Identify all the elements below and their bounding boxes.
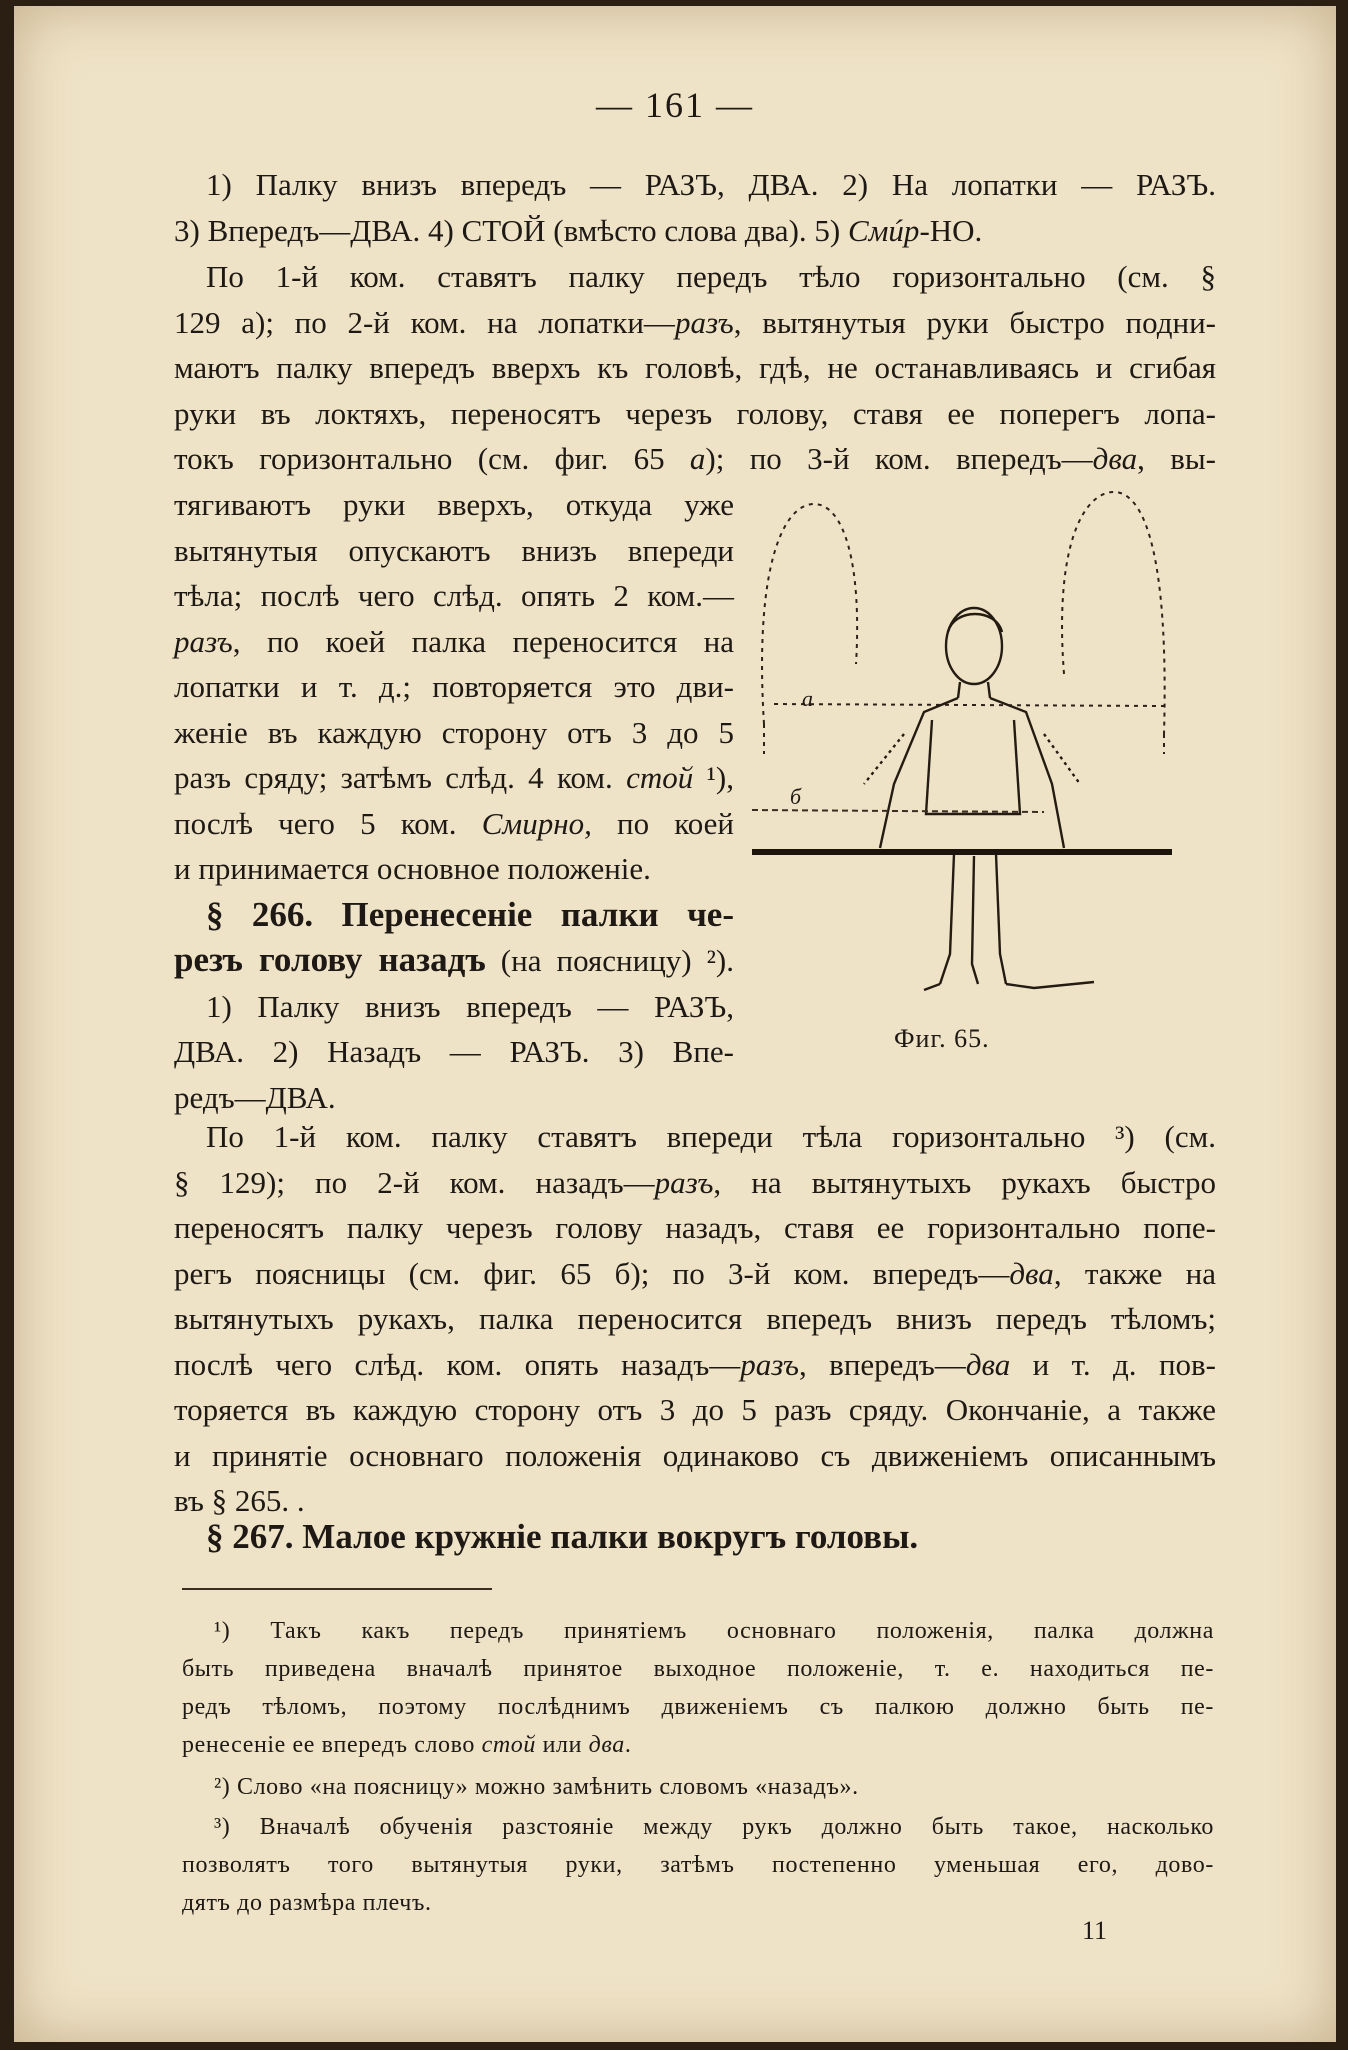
text-line: руки въ локтяхъ, переносятъ черезъ голову, ставя ее поперегъ лопа- xyxy=(174,395,1216,431)
signature-number: 11 xyxy=(1082,1916,1108,1945)
command-list-265 xyxy=(174,162,1216,253)
text-line: токъ горизонтально (см. фиг. 65 а); по 3-й ком. впередъ—два, вы- xyxy=(174,441,1216,476)
text-line: 129 а); по 2-й ком. на лопатки—разъ, вытянутыя руки быстро подни- xyxy=(174,304,1216,340)
footnote-1 xyxy=(182,1612,1214,1764)
right-arc xyxy=(1062,492,1165,734)
stick-position-back xyxy=(752,810,1044,812)
figure-caption: Фиг. 65. xyxy=(894,1024,990,1053)
text-line: 1) Палку внизъ впередъ — РАЗЪ, ДВА. 2) На лопатки — РАЗЪ. xyxy=(206,167,1216,202)
text-line: вытянутыя опускаютъ внизъ впереди xyxy=(174,532,734,568)
page-number: — 161 — xyxy=(596,85,754,125)
text-line: регъ поясницы (см. фиг. 65 б); по 3-й ком. впередъ—два, также на xyxy=(174,1255,1216,1291)
motion-path-arcs xyxy=(762,492,1165,754)
text-line: редъ—ДВА. xyxy=(174,1079,336,1115)
footnote-2 xyxy=(182,1768,1214,1806)
text-line: По 1-й ком. палку ставятъ впереди тѣла горизонтально ³) (см. xyxy=(206,1119,1216,1154)
text-line: въ § 265. . xyxy=(174,1483,305,1518)
text-line: послѣ чего слѣд. ком. опять назадъ—разъ, впередъ—два и т. д. пов- xyxy=(174,1346,1216,1382)
footnote-3 xyxy=(182,1808,1214,1922)
text-line: женіе въ каждую сторону отъ 3 до 5 xyxy=(174,714,734,750)
text-line: 3) Впередъ—ДВА. 4) СТОЙ (вмѣсто слова два). 5) Смúр-НО. xyxy=(174,212,983,248)
text-line: редъ тѣломъ, поэтому послѣднимъ движеніемъ съ палкою должно быть пе- xyxy=(182,1694,1214,1720)
text-line: вытянутыхъ рукахъ, палка переносится впередъ внизъ передъ тѣломъ; xyxy=(174,1301,1216,1336)
text-line: быть приведена вначалѣ принятое выходное положеніе, т. е. находиться пе- xyxy=(182,1656,1214,1682)
section-267-heading: § 267. Малое кружніе палки вокругъ головы. xyxy=(206,1517,919,1556)
label-a: а xyxy=(802,686,813,711)
text-line: разъ сряду; затѣмъ слѣд. 4 ком. стой ¹), xyxy=(174,760,734,795)
column-text xyxy=(174,482,734,1120)
text-line: § 129); по 2-й ком. назадъ—разъ, на вытянутыхъ рукахъ быстро xyxy=(174,1164,1216,1200)
text-line: позволятъ того вытянутыя руки, затѣмъ постепенно уменьшая его, дово- xyxy=(182,1852,1214,1878)
section-266-heading: резъ голову назадъ (на поясницу) ²). xyxy=(174,940,734,979)
text-line: ¹) Такъ какъ передъ принятіемъ основнаго положенія, палка должна xyxy=(214,1618,1214,1644)
section-266-heading: § 266. Перенесеніе палки че- xyxy=(206,894,734,934)
figure-person xyxy=(864,608,1094,990)
text-line: 1) Палку внизъ впередъ — РАЗЪ, xyxy=(206,988,734,1024)
text-line: ДВА. 2) Назадъ — РАЗЪ. 3) Впе- xyxy=(174,1034,734,1069)
figure-65-illustration xyxy=(744,484,1184,1024)
text-line: и принятіе основнаго положенія одинаково съ движеніемъ описаннымъ xyxy=(174,1437,1216,1473)
text-line: тягиваютъ руки вверхъ, откуда уже xyxy=(174,487,734,522)
text-line: переносятъ палку черезъ голову назадъ, ставя ее горизонтально попе- xyxy=(174,1210,1216,1245)
text-line: ³) Вначалѣ обученія разстояніе между рукъ должно быть такое, насколько xyxy=(214,1814,1214,1840)
description-266 xyxy=(174,1114,1216,1524)
text-line: дятъ до размѣра плечъ. xyxy=(182,1890,432,1916)
text-line: тѣла; послѣ чего слѣд. опять 2 ком.— xyxy=(174,578,734,613)
description-265 xyxy=(174,254,1216,482)
text-line: ренесеніе ее впередъ слово стой или два. xyxy=(182,1732,632,1758)
book-page xyxy=(14,6,1336,2042)
text-line: ²) Слово «на поясницу» можно замѣнить словомъ «назадъ». xyxy=(214,1774,859,1800)
footnote-rule xyxy=(182,1588,492,1590)
text-line: торяется въ каждую сторону отъ 3 до 5 разъ сряду. Окончаніе, а также xyxy=(174,1392,1216,1427)
text-line: послѣ чего 5 ком. Смирно, по коей xyxy=(174,805,735,841)
text-line: маютъ палку впередъ вверхъ къ головѣ, гдѣ, не останавливаясь и сгибая xyxy=(174,350,1216,385)
text-line: лопатки и т. д.; повторяется это дви- xyxy=(174,669,734,704)
text-line: По 1-й ком. ставятъ палку передъ тѣло горизонтально (см. § xyxy=(206,259,1216,294)
text-line: и принимается основное положеніе. xyxy=(174,851,651,886)
label-b: б xyxy=(790,784,802,809)
text-line: разъ, по коей палка переносится на xyxy=(174,623,734,659)
